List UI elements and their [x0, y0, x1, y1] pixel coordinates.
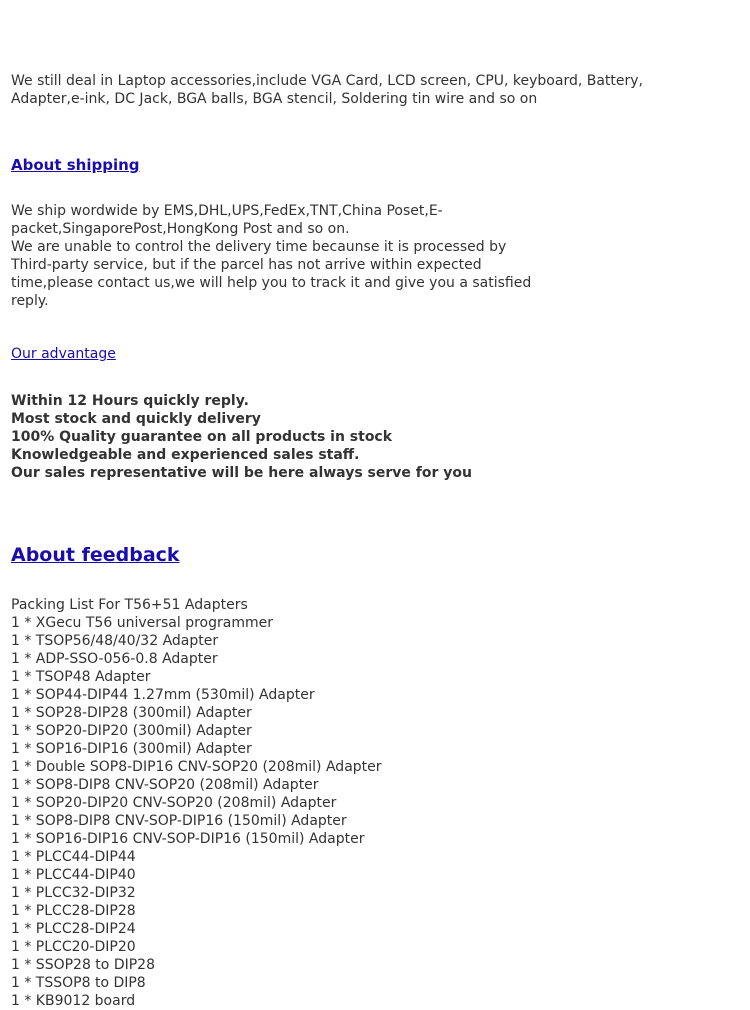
- packing-item: 1 * PLCC44-DIP44: [11, 849, 136, 865]
- packing-item: 1 * PLCC28-DIP24: [11, 921, 136, 937]
- advantage-list: [11, 392, 472, 482]
- packing-item: 1 * PLCC28-DIP28: [11, 903, 136, 919]
- packing-item: 1 * SOP16-DIP16 CNV-SOP-DIP16 (150mil) Adapter: [11, 831, 365, 847]
- packing-item: 1 * KB9012 board: [11, 993, 136, 1009]
- packing-item: 1 * TSOP48 Adapter: [11, 669, 151, 685]
- shipping-carriers: We ship wordwide by EMS,DHL,UPS,FedEx,TNT,China Poset,E-packet,SingaporePost,HongKong Post and so on.: [11, 203, 443, 237]
- packing-item: 1 * SOP8-DIP8 CNV-SOP-DIP16 (150mil) Adapter: [11, 813, 347, 829]
- about-feedback-link[interactable]: About feedback: [11, 544, 180, 566]
- packing-item: 1 * SOP16-DIP16 (300mil) Adapter: [11, 741, 252, 757]
- packing-item: 1 * TSSOP8 to DIP8: [11, 975, 146, 991]
- shipping-text: [11, 202, 541, 310]
- intro-text: We still deal in Laptop accessories,include VGA Card, LCD screen, CPU, keyboard, Battery, Adapter,e-ink, DC Jack, BGA balls, BGA stencil, Soldering tin wire and so on: [11, 73, 644, 107]
- about-shipping-link[interactable]: About shipping: [11, 156, 140, 174]
- packing-item: 1 * Double SOP8-DIP16 CNV-SOP20 (208mil) Adapter: [11, 759, 382, 775]
- packing-item: 1 * SSOP28 to DIP28: [11, 957, 155, 973]
- shipping-delivery-note: We are unable to control the delivery time becaunse it is processed by Third-party service, but if the parcel has not arrive within expected time,please contact us,we will help you to track it and give you a satisfied reply.: [11, 239, 532, 309]
- packing-item: 1 * TSOP56/48/40/32 Adapter: [11, 633, 219, 649]
- packing-list: [11, 596, 382, 1010]
- advantage-item: 100% Quality guarantee on all products in stock: [11, 429, 393, 445]
- packing-item: 1 * PLCC32-DIP32: [11, 885, 136, 901]
- packing-item: 1 * SOP20-DIP20 CNV-SOP20 (208mil) Adapter: [11, 795, 337, 811]
- packing-item: 1 * PLCC44-DIP40: [11, 867, 136, 883]
- packing-item: 1 * SOP20-DIP20 (300mil) Adapter: [11, 723, 252, 739]
- advantage-item: Our sales representative will be here always serve for you: [11, 465, 472, 481]
- packing-item: 1 * PLCC20-DIP20: [11, 939, 136, 955]
- our-advantage-link[interactable]: Our advantage: [11, 346, 116, 362]
- packing-list-title: Packing List For T56+51 Adapters: [11, 597, 248, 613]
- packing-item: 1 * SOP44-DIP44 1.27mm (530mil) Adapter: [11, 687, 315, 703]
- packing-item: 1 * XGecu T56 universal programmer: [11, 615, 273, 631]
- advantage-item: Most stock and quickly delivery: [11, 411, 261, 427]
- packing-item: 1 * SOP28-DIP28 (300mil) Adapter: [11, 705, 252, 721]
- advantage-item: Within 12 Hours quickly reply.: [11, 393, 249, 409]
- packing-item: 1 * SOP8-DIP8 CNV-SOP20 (208mil) Adapter: [11, 777, 319, 793]
- advantage-item: Knowledgeable and experienced sales staff.: [11, 447, 360, 463]
- packing-item: 1 * ADP-SSO-056-0.8 Adapter: [11, 651, 218, 667]
